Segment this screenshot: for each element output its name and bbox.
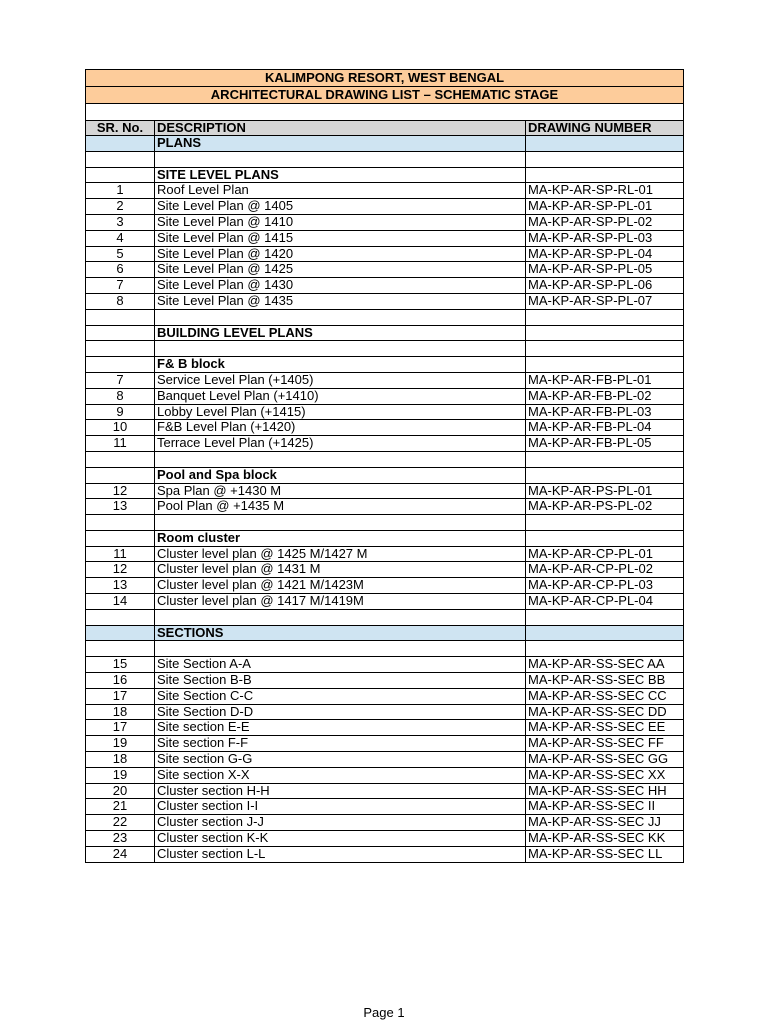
cell-description: Site Section B-B [155,673,526,688]
cell-description: Terrace Level Plan (+1425) [155,436,526,451]
cell-description [155,310,526,325]
cell-description: Cluster section L-L [155,847,526,862]
table-row [85,815,684,831]
cell-drawing-number: MA-KP-AR-FB-PL-03 [526,405,684,420]
cell-drawing-number [526,531,684,546]
table-row [85,752,684,768]
table-row [85,657,684,673]
cell-drawing-number: MA-KP-AR-SS-SEC II [526,799,684,814]
cell-drawing-number: MA-KP-AR-SS-SEC KK [526,831,684,846]
cell-drawing-number: MA-KP-AR-SS-SEC BB [526,673,684,688]
cell-sr-no: 17 [85,689,155,704]
table-row [85,373,684,389]
cell-description: Banquet Level Plan (+1410) [155,389,526,404]
cell-drawing-number: MA-KP-AR-SS-SEC JJ [526,815,684,830]
cell-description: Site section G-G [155,752,526,767]
cell-description: Site section E-E [155,720,526,735]
cell-description: Cluster section H-H [155,784,526,799]
cell-sr-no [85,152,155,167]
cell-drawing-number: MA-KP-AR-SP-PL-07 [526,294,684,309]
cell-sr-no [85,310,155,325]
cell-drawing-number: MA-KP-AR-SS-SEC CC [526,689,684,704]
cell-description: PLANS [155,136,526,151]
cell-description: Lobby Level Plan (+1415) [155,405,526,420]
cell-drawing-number: MA-KP-AR-CP-PL-01 [526,547,684,562]
cell-sr-no [85,168,155,183]
header-sr-no: SR. No. [85,121,155,135]
table-row [85,720,684,736]
cell-description: Site Level Plan @ 1420 [155,247,526,262]
cell-description: Cluster level plan @ 1421 M/1423M [155,578,526,593]
cell-description: Site Section C-C [155,689,526,704]
cell-description: F&B Level Plan (+1420) [155,420,526,435]
cell-description [155,641,526,656]
table-row [85,262,684,278]
cell-description: Roof Level Plan [155,183,526,198]
cell-sr-no: 10 [85,420,155,435]
cell-drawing-number: MA-KP-AR-FB-PL-05 [526,436,684,451]
cell-sr-no: 7 [85,373,155,388]
cell-drawing-number: MA-KP-AR-SS-SEC GG [526,752,684,767]
cell-sr-no: 23 [85,831,155,846]
spacer-row [85,104,684,120]
cell-sr-no: 9 [85,405,155,420]
cell-description: Pool Plan @ +1435 M [155,499,526,514]
cell-drawing-number [526,468,684,483]
cell-description [155,152,526,167]
section-heading-row [85,626,684,642]
table-row [85,420,684,436]
cell-sr-no: 21 [85,799,155,814]
table-row [85,278,684,294]
table-row [85,784,684,800]
table-row [85,673,684,689]
cell-description [155,341,526,356]
cell-drawing-number: MA-KP-AR-SS-SEC LL [526,847,684,862]
section-heading-row [85,168,684,184]
table-row [85,562,684,578]
cell-sr-no [85,626,155,641]
cell-sr-no [85,341,155,356]
cell-sr-no: 15 [85,657,155,672]
cell-sr-no: 20 [85,784,155,799]
cell-sr-no: 12 [85,562,155,577]
cell-description: Site Level Plan @ 1425 [155,262,526,277]
cell-description: Cluster level plan @ 1431 M [155,562,526,577]
cell-sr-no [85,641,155,656]
cell-drawing-number: MA-KP-AR-SS-SEC DD [526,705,684,720]
cell-drawing-number [526,610,684,625]
cell-description: Site Level Plan @ 1435 [155,294,526,309]
list-title: ARCHITECTURAL DRAWING LIST – SCHEMATIC STAGE [85,86,684,104]
cell-description [155,452,526,467]
blank-row [85,515,684,531]
cell-sr-no: 6 [85,262,155,277]
cell-description: Service Level Plan (+1405) [155,373,526,388]
section-heading-row [85,357,684,373]
cell-sr-no: 8 [85,389,155,404]
cell-description [155,610,526,625]
cell-sr-no [85,468,155,483]
cell-description: Site Section A-A [155,657,526,672]
cell-sr-no: 5 [85,247,155,262]
cell-drawing-number: MA-KP-AR-SS-SEC AA [526,657,684,672]
cell-drawing-number: MA-KP-AR-SS-SEC EE [526,720,684,735]
table-row [85,689,684,705]
table-row [85,294,684,310]
cell-sr-no: 24 [85,847,155,862]
cell-drawing-number [526,626,684,641]
cell-sr-no [85,357,155,372]
cell-drawing-number: MA-KP-AR-SP-PL-05 [526,262,684,277]
table-row [85,436,684,452]
cell-description: F& B block [155,357,526,372]
cell-drawing-number: MA-KP-AR-SS-SEC HH [526,784,684,799]
cell-drawing-number [526,357,684,372]
section-heading-row [85,468,684,484]
cell-drawing-number: MA-KP-AR-SP-PL-03 [526,231,684,246]
table-body [85,136,684,863]
table-row [85,768,684,784]
table-header [85,120,684,136]
project-title: KALIMPONG RESORT, WEST BENGAL [85,69,684,86]
cell-sr-no [85,515,155,530]
cell-description [155,515,526,530]
table-row [85,389,684,405]
table-row [85,484,684,500]
cell-description: Cluster level plan @ 1425 M/1427 M [155,547,526,562]
cell-description: Site section F-F [155,736,526,751]
cell-sr-no: 1 [85,183,155,198]
cell-drawing-number: MA-KP-AR-SP-PL-06 [526,278,684,293]
cell-sr-no: 19 [85,736,155,751]
cell-drawing-number: MA-KP-AR-SP-PL-01 [526,199,684,214]
cell-sr-no: 3 [85,215,155,230]
table-row [85,847,684,863]
cell-sr-no: 13 [85,578,155,593]
cell-description: SITE LEVEL PLANS [155,168,526,183]
blank-row [85,310,684,326]
table-row [85,199,684,215]
cell-drawing-number: MA-KP-AR-FB-PL-01 [526,373,684,388]
cell-drawing-number: MA-KP-AR-CP-PL-03 [526,578,684,593]
header-drawing-number: DRAWING NUMBER [526,121,684,135]
cell-drawing-number: MA-KP-AR-FB-PL-02 [526,389,684,404]
cell-drawing-number [526,136,684,151]
cell-description: Cluster section K-K [155,831,526,846]
cell-sr-no [85,326,155,341]
cell-drawing-number [526,168,684,183]
table-row [85,231,684,247]
cell-drawing-number: MA-KP-AR-PS-PL-01 [526,484,684,499]
cell-sr-no: 14 [85,594,155,609]
cell-sr-no: 8 [85,294,155,309]
cell-description: Site Level Plan @ 1430 [155,278,526,293]
cell-sr-no: 11 [85,547,155,562]
cell-sr-no: 13 [85,499,155,514]
blank-row [85,341,684,357]
cell-sr-no [85,452,155,467]
cell-sr-no: 22 [85,815,155,830]
cell-description: Cluster section J-J [155,815,526,830]
cell-drawing-number: MA-KP-AR-SP-PL-02 [526,215,684,230]
cell-sr-no: 12 [85,484,155,499]
page-number: Page 1 [363,1005,405,1020]
cell-drawing-number: MA-KP-AR-SS-SEC FF [526,736,684,751]
cell-sr-no: 18 [85,705,155,720]
cell-description: Room cluster [155,531,526,546]
table-row [85,247,684,263]
cell-drawing-number: MA-KP-AR-CP-PL-04 [526,594,684,609]
cell-drawing-number: MA-KP-AR-CP-PL-02 [526,562,684,577]
cell-sr-no [85,531,155,546]
cell-description: SECTIONS [155,626,526,641]
table-row [85,578,684,594]
cell-drawing-number: MA-KP-AR-SS-SEC XX [526,768,684,783]
section-heading-row [85,326,684,342]
cell-description: Cluster section I-I [155,799,526,814]
cell-drawing-number: MA-KP-AR-SP-PL-04 [526,247,684,262]
cell-sr-no: 7 [85,278,155,293]
cell-drawing-number [526,152,684,167]
cell-sr-no: 4 [85,231,155,246]
blank-row [85,641,684,657]
table-row [85,405,684,421]
cell-description: Pool and Spa block [155,468,526,483]
cell-sr-no: 17 [85,720,155,735]
cell-sr-no: 2 [85,199,155,214]
cell-drawing-number: MA-KP-AR-SP-RL-01 [526,183,684,198]
cell-drawing-number [526,515,684,530]
cell-sr-no: 11 [85,436,155,451]
blank-row [85,152,684,168]
cell-description: Site Section D-D [155,705,526,720]
section-heading-row [85,136,684,152]
cell-sr-no [85,136,155,151]
cell-drawing-number: MA-KP-AR-FB-PL-04 [526,420,684,435]
cell-description: Cluster level plan @ 1417 M/1419M [155,594,526,609]
cell-drawing-number [526,341,684,356]
cell-sr-no [85,610,155,625]
cell-drawing-number [526,326,684,341]
cell-description: Site section X-X [155,768,526,783]
section-heading-row [85,531,684,547]
blank-row [85,610,684,626]
cell-description: Site Level Plan @ 1405 [155,199,526,214]
cell-description: Site Level Plan @ 1410 [155,215,526,230]
cell-drawing-number [526,452,684,467]
table-row [85,831,684,847]
header-description: DESCRIPTION [155,121,526,135]
table-row [85,594,684,610]
table-row [85,736,684,752]
drawing-list-sheet [85,69,684,863]
table-row [85,499,684,515]
cell-sr-no: 18 [85,752,155,767]
cell-description: Spa Plan @ +1430 M [155,484,526,499]
table-row [85,799,684,815]
cell-drawing-number [526,310,684,325]
table-row [85,215,684,231]
table-row [85,183,684,199]
cell-description: Site Level Plan @ 1415 [155,231,526,246]
cell-description: BUILDING LEVEL PLANS [155,326,526,341]
cell-sr-no: 19 [85,768,155,783]
cell-drawing-number: MA-KP-AR-PS-PL-02 [526,499,684,514]
table-row [85,547,684,563]
table-row [85,705,684,721]
cell-drawing-number [526,641,684,656]
cell-sr-no: 16 [85,673,155,688]
blank-row [85,452,684,468]
